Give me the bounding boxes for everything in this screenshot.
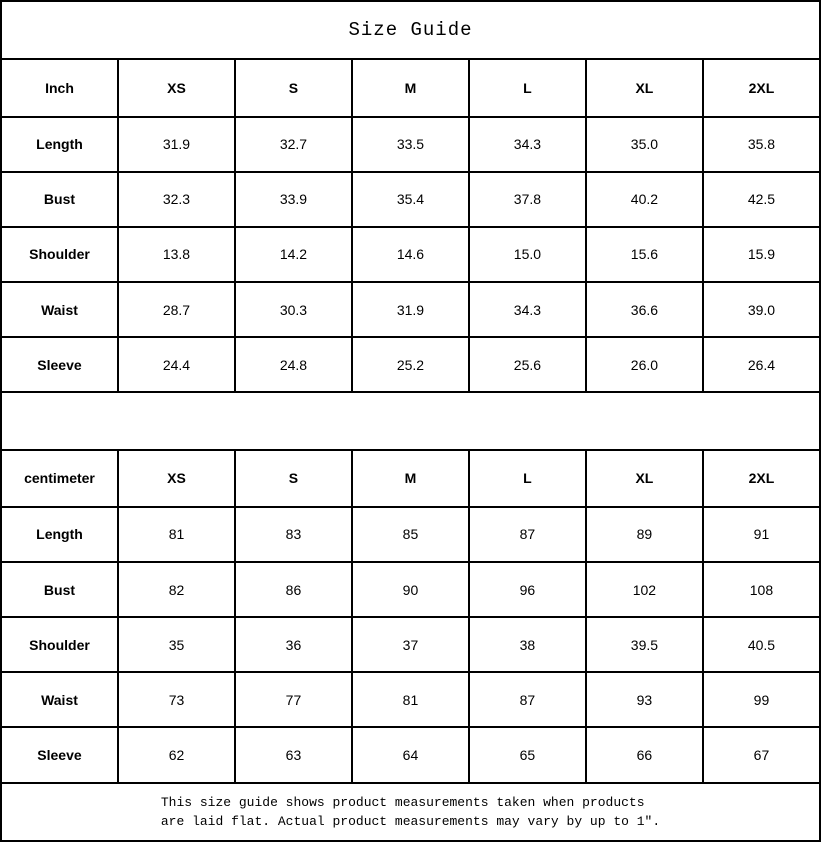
size-value: 99 [703, 672, 820, 727]
size-value: 83 [235, 507, 352, 562]
table-row-cm-waist [1, 672, 820, 727]
size-value: 34.3 [469, 117, 586, 172]
row-label: Waist [1, 672, 118, 727]
size-value: 96 [469, 562, 586, 617]
footer-line-1: This size guide shows product measurements taken when products [160, 794, 645, 810]
table-row-inch-waist [1, 282, 820, 337]
size-value: 85 [352, 507, 469, 562]
row-label: Waist [1, 282, 118, 337]
row-label: Bust [1, 172, 118, 227]
inch-header-row [1, 59, 820, 116]
size-value: 87 [469, 672, 586, 727]
size-value: 38 [469, 617, 586, 672]
size-value: 64 [352, 727, 469, 782]
size-header-s: S [235, 59, 352, 116]
table-row-inch-sleeve [1, 337, 820, 392]
footer-row [1, 783, 820, 841]
size-header-l: L [469, 450, 586, 507]
size-value: 40.2 [586, 172, 703, 227]
size-value: 13.8 [118, 227, 235, 282]
footer-line-2: are laid flat. Actual product measurements may vary by up to 1″. [160, 813, 661, 829]
table-row-cm-sleeve [1, 727, 820, 782]
size-value: 35 [118, 617, 235, 672]
size-value: 25.2 [352, 337, 469, 392]
size-header-m: M [352, 59, 469, 116]
size-value: 108 [703, 562, 820, 617]
footer-note [1, 783, 820, 841]
size-value: 66 [586, 727, 703, 782]
size-value: 15.6 [586, 227, 703, 282]
spacer-row [1, 392, 820, 449]
row-label: Bust [1, 562, 118, 617]
size-value: 73 [118, 672, 235, 727]
size-value: 81 [352, 672, 469, 727]
size-value: 31.9 [352, 282, 469, 337]
table-spacer [1, 392, 820, 449]
size-value: 62 [118, 727, 235, 782]
size-value: 28.7 [118, 282, 235, 337]
size-header-2xl: 2XL [703, 59, 820, 116]
row-label: Sleeve [1, 337, 118, 392]
size-value: 37.8 [469, 172, 586, 227]
size-value: 32.3 [118, 172, 235, 227]
size-value: 33.9 [235, 172, 352, 227]
size-value: 93 [586, 672, 703, 727]
row-label: Shoulder [1, 617, 118, 672]
size-header-xs: XS [118, 450, 235, 507]
size-value: 35.0 [586, 117, 703, 172]
row-label: Length [1, 507, 118, 562]
size-header-xl: XL [586, 450, 703, 507]
size-value: 67 [703, 727, 820, 782]
table-row-cm-bust [1, 562, 820, 617]
size-value: 37 [352, 617, 469, 672]
size-value: 65 [469, 727, 586, 782]
cm-header-row [1, 450, 820, 507]
cm-unit-label: centimeter [1, 450, 118, 507]
size-header-l: L [469, 59, 586, 116]
size-value: 91 [703, 507, 820, 562]
size-value: 32.7 [235, 117, 352, 172]
size-value: 102 [586, 562, 703, 617]
size-value: 86 [235, 562, 352, 617]
table-row-inch-bust [1, 172, 820, 227]
size-value: 81 [118, 507, 235, 562]
size-value: 26.0 [586, 337, 703, 392]
size-header-s: S [235, 450, 352, 507]
size-value: 35.8 [703, 117, 820, 172]
size-header-m: M [352, 450, 469, 507]
size-value: 40.5 [703, 617, 820, 672]
footer-note-text [161, 793, 660, 831]
size-value: 14.6 [352, 227, 469, 282]
page-title: Size Guide [1, 1, 820, 59]
size-value: 34.3 [469, 282, 586, 337]
size-value: 90 [352, 562, 469, 617]
size-header-xl: XL [586, 59, 703, 116]
size-value: 15.9 [703, 227, 820, 282]
size-value: 25.6 [469, 337, 586, 392]
row-label: Shoulder [1, 227, 118, 282]
size-value: 24.4 [118, 337, 235, 392]
size-value: 36 [235, 617, 352, 672]
size-value: 77 [235, 672, 352, 727]
size-value: 31.9 [118, 117, 235, 172]
table-row-inch-length [1, 117, 820, 172]
size-header-xs: XS [118, 59, 235, 116]
size-value: 33.5 [352, 117, 469, 172]
size-value: 30.3 [235, 282, 352, 337]
size-value: 39.5 [586, 617, 703, 672]
table-row-cm-length [1, 507, 820, 562]
size-value: 82 [118, 562, 235, 617]
size-value: 14.2 [235, 227, 352, 282]
table-row-inch-shoulder [1, 227, 820, 282]
size-value: 39.0 [703, 282, 820, 337]
row-label: Length [1, 117, 118, 172]
row-label: Sleeve [1, 727, 118, 782]
size-value: 24.8 [235, 337, 352, 392]
size-value: 89 [586, 507, 703, 562]
table-row-cm-shoulder [1, 617, 820, 672]
size-value: 26.4 [703, 337, 820, 392]
size-value: 63 [235, 727, 352, 782]
size-value: 36.6 [586, 282, 703, 337]
size-header-2xl: 2XL [703, 450, 820, 507]
size-value: 87 [469, 507, 586, 562]
size-value: 35.4 [352, 172, 469, 227]
inch-unit-label: Inch [1, 59, 118, 116]
size-value: 42.5 [703, 172, 820, 227]
size-value: 15.0 [469, 227, 586, 282]
title-row [1, 1, 820, 59]
